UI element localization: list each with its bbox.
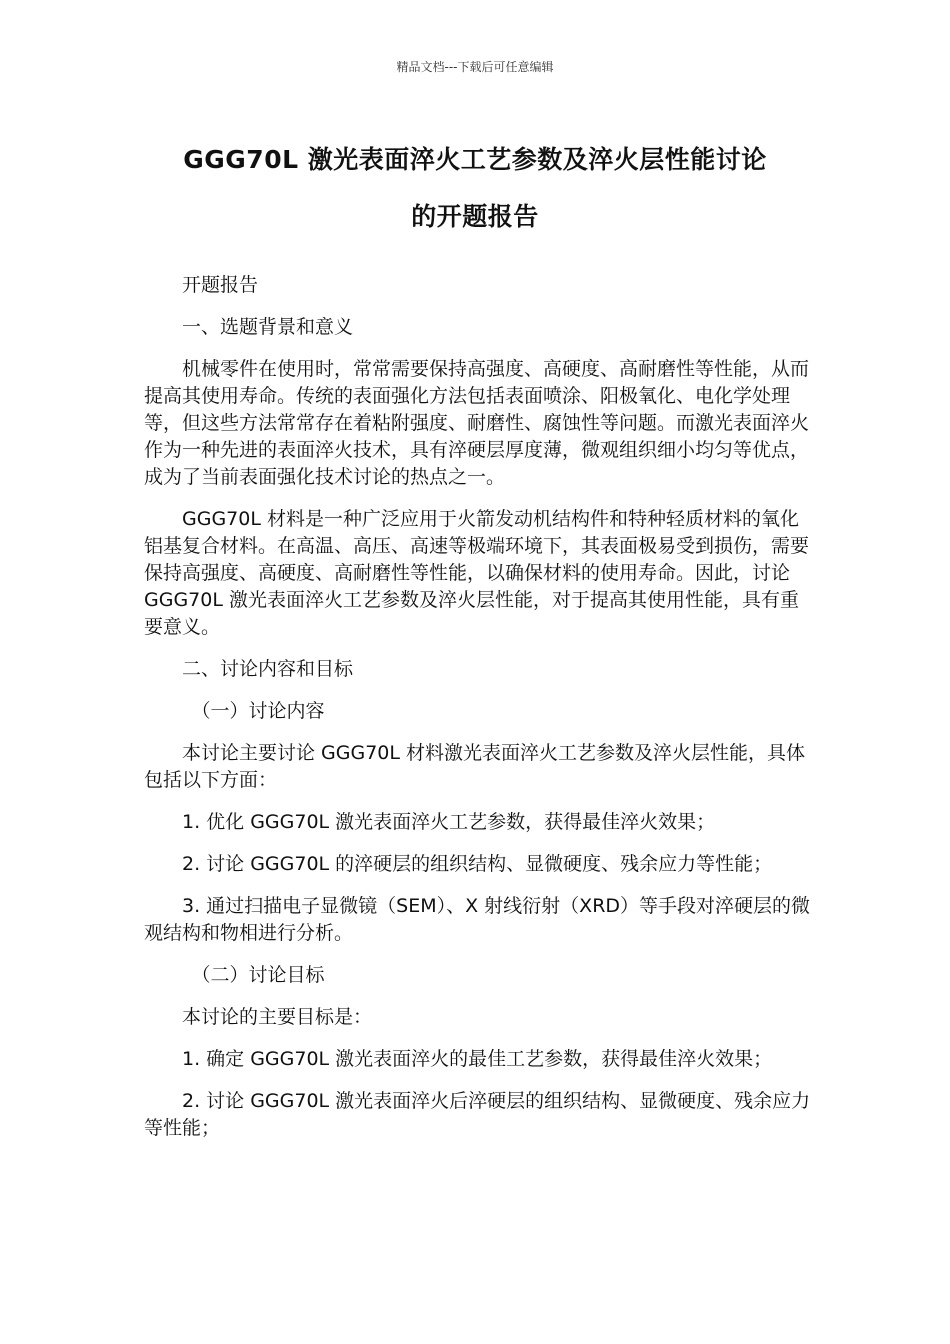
paragraph-content-intro: 本讨论主要讨论 GGG70L 材料激光表面淬火工艺参数及淬火层性能，具体包括以下方面： bbox=[144, 742, 806, 791]
paragraph-goals-intro: 本讨论的主要目标是： bbox=[182, 1006, 373, 1028]
section-heading-background: 一、选题背景和意义 bbox=[182, 316, 354, 338]
document-body bbox=[144, 272, 812, 1157]
list-item: 1. 确定 GGG70L 激光表面淬火的最佳工艺参数，获得最佳淬火效果； bbox=[182, 1048, 773, 1070]
header-watermark: 精品文档---下载后可任意编辑 bbox=[396, 60, 554, 74]
paragraph-report-label: 开题报告 bbox=[182, 274, 259, 296]
list-item: 3. 通过扫描电子显微镜（SEM）、X 射线衍射（XRD）等手段对淬硬层的微观结构和物相进行分析。 bbox=[144, 895, 811, 944]
document-title-line-2: 的开题报告 bbox=[411, 202, 539, 231]
paragraph-material: GGG70L 材料是一种广泛应用于火箭发动机结构件和特种轻质材料的氧化铝基复合材料。在高温、高压、高速等极端环境下，其表面极易受到损伤，需要保持高强度、高硬度、高耐磨性等性能，以确保材料的使用寿命。因此，讨论 GGG70L 激光表面淬火工艺参数及淬火层性能，对于提高其使用性能，具有重要意义。 bbox=[144, 508, 810, 638]
subheading-content: （一）讨论内容 bbox=[191, 700, 325, 722]
paragraph-background: 机械零件在使用时，常常需要保持高强度、高硬度、高耐磨性等性能，从而提高其使用寿命。传统的表面强化方法包括表面喷涂、阳极氧化、电化学处理等，但这些方法常常存在着粘附强度、耐磨性、腐蚀性等问题。而激光表面淬火作为一种先进的表面淬火技术，具有淬硬层厚度薄，微观组织细小均匀等优点，成为了当前表面强化技术讨论的热点之一。 bbox=[144, 358, 810, 488]
subheading-goals: （二）讨论目标 bbox=[191, 964, 325, 986]
list-item: 2. 讨论 GGG70L 激光表面淬火后淬硬层的组织结构、显微硬度、残余应力等性能； bbox=[144, 1090, 811, 1139]
list-item: 1. 优化 GGG70L 激光表面淬火工艺参数，获得最佳淬火效果； bbox=[182, 811, 716, 833]
document-title-line-1: GGG70L 激光表面淬火工艺参数及淬火层性能讨论 bbox=[183, 145, 767, 174]
list-item: 2. 讨论 GGG70L 的淬硬层的组织结构、显微硬度、残余应力等性能； bbox=[182, 853, 773, 875]
section-heading-content-goals: 二、讨论内容和目标 bbox=[182, 658, 354, 680]
